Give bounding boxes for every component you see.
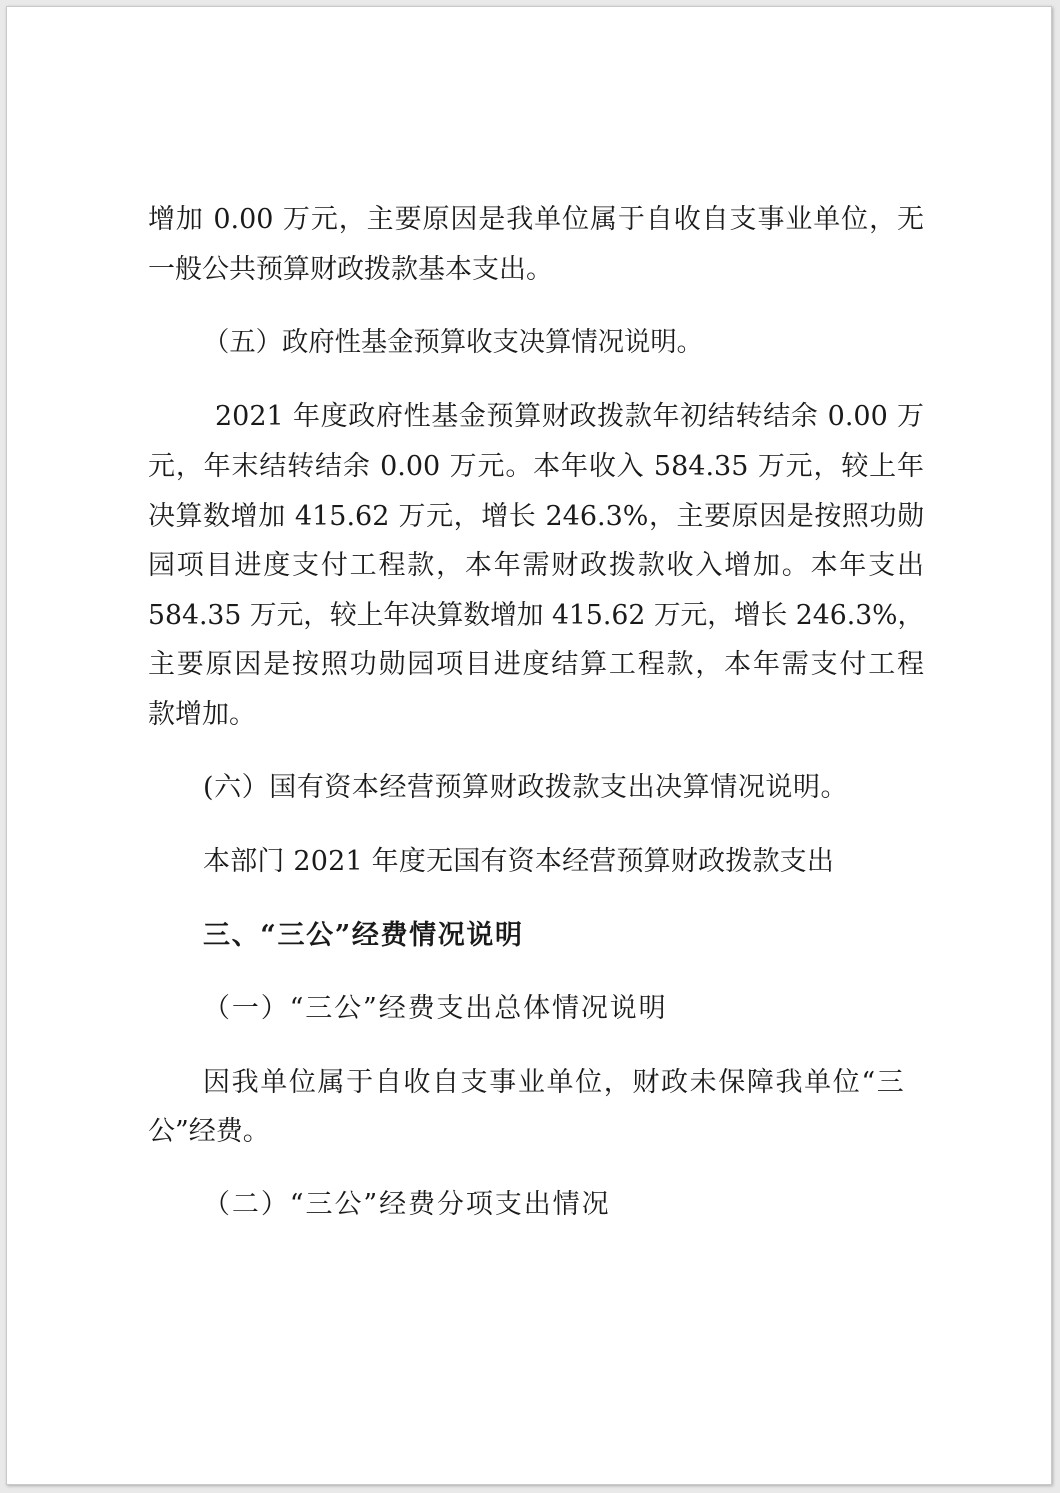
paragraph-line: 本部门 2021 年度无国有资本经营预算财政拨款支出 <box>203 846 835 877</box>
paragraph-line: 园项目进度支付工程款，本年需财政拨款收入增加。本年支出 <box>148 550 924 581</box>
subheading-2: （二）“三公”经费分项支出情况 <box>203 1189 611 1220</box>
section-heading-5: （五）政府性基金预算收支决算情况说明。 <box>203 327 703 358</box>
paragraph-line: 因我单位属于自收自支事业单位，财政未保障我单位“三 <box>203 1067 906 1098</box>
paragraph-line: 主要原因是按照功勋园项目进度结算工程款，本年需支付工程 <box>148 649 924 680</box>
paragraph-line: 增加 0.00 万元，主要原因是我单位属于自收自支事业单位，无 <box>148 204 924 235</box>
paragraph-line: 584.35 万元，较上年决算数增加 415.62 万元，增长 246.3%， <box>148 600 925 631</box>
subheading-1: （一）“三公”经费支出总体情况说明 <box>203 993 668 1024</box>
paragraph-line: 元，年末结转结余 0.00 万元。本年收入 584.35 万元，较上年 <box>148 451 924 482</box>
section-heading-6: (六）国有资本经营预算财政拨款支出决算情况说明。 <box>203 772 849 803</box>
paragraph-line: 公”经费。 <box>148 1116 270 1147</box>
paragraph-line: 决算数增加 415.62 万元，增长 246.3%，主要原因是按照功勋 <box>148 501 924 532</box>
paragraph-line: 2021 年度政府性基金预算财政拨款年初结转结余 0.00 万 <box>215 401 924 432</box>
paragraph-line: 一般公共预算财政拨款基本支出。 <box>148 254 553 285</box>
paragraph-line: 款增加。 <box>148 699 256 730</box>
section-3-heading: 三、“三公”经费情况说明 <box>203 920 524 951</box>
